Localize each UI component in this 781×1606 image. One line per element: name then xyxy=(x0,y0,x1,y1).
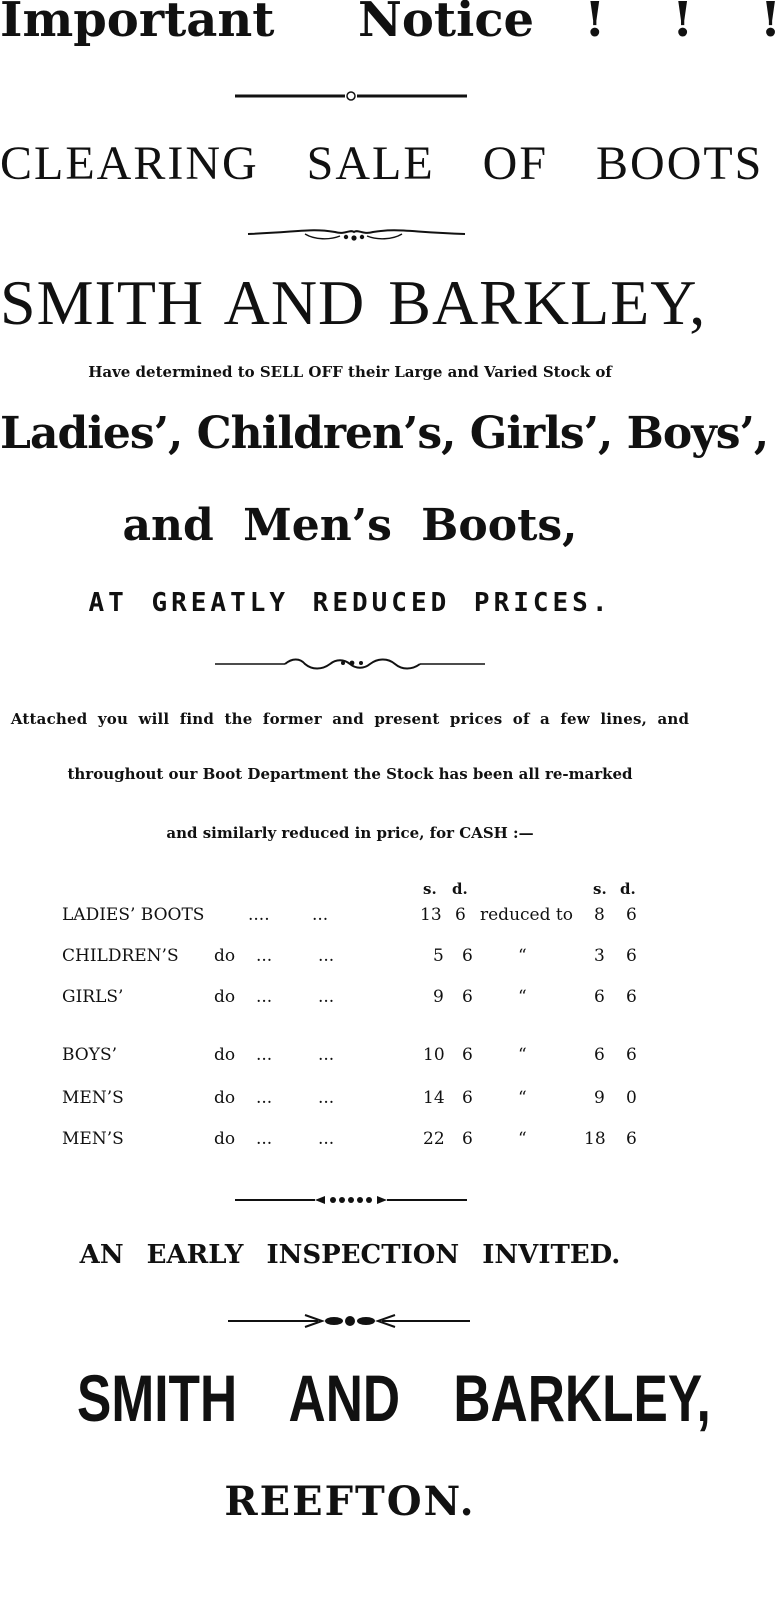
price-item: BOYS’ xyxy=(62,1045,118,1065)
new-price-pence-header: d. xyxy=(620,880,636,898)
leader-dots: ... xyxy=(256,987,273,1007)
new-price-shillings: 6 xyxy=(594,987,605,1007)
new-price-shillings: 3 xyxy=(594,946,605,966)
boots-categories-line-2: and Men’s Boots, xyxy=(122,500,578,551)
reduced-to-label: reduced to xyxy=(480,905,573,925)
ditto-label: do xyxy=(214,946,236,966)
leader-dots: ... xyxy=(312,905,329,925)
intro-line: Have determined to SELL OFF their Large and Varied Stock of xyxy=(88,363,612,381)
leader-dots: ... xyxy=(318,1088,335,1108)
old-price-shillings-header: s. xyxy=(423,880,437,898)
headline-exclamations: ! ! ! xyxy=(584,0,781,48)
ditto-label: do xyxy=(214,1045,236,1065)
new-price-pence: 6 xyxy=(626,946,637,966)
new-price-pence: 6 xyxy=(626,905,637,925)
leader-dots: ... xyxy=(318,1045,335,1065)
old-price-pence: 6 xyxy=(462,987,473,1007)
new-price-shillings: 6 xyxy=(594,1045,605,1065)
leader-dots: .... xyxy=(248,905,270,925)
leader-dots: ... xyxy=(318,987,335,1007)
ditto-label: do xyxy=(214,1088,236,1108)
ditto-mark: “ xyxy=(518,1129,527,1149)
price-item: GIRLS’ xyxy=(62,987,124,1007)
leader-dots: ... xyxy=(256,1088,273,1108)
ditto-mark: “ xyxy=(518,1045,527,1065)
price-item: MEN’S xyxy=(62,1088,124,1108)
headline-word-important: Important xyxy=(0,0,275,48)
ditto-mark: “ xyxy=(518,1088,527,1108)
new-price-pence: 0 xyxy=(626,1088,637,1108)
new-price-shillings: 8 xyxy=(594,905,605,925)
new-price-shillings: 9 xyxy=(594,1088,605,1108)
old-price-pence: 6 xyxy=(462,1045,473,1065)
leader-dots: ... xyxy=(256,1129,273,1149)
old-price-shillings: 14 xyxy=(423,1088,445,1108)
new-price-pence: 6 xyxy=(626,1129,637,1149)
paragraph-line-3: and similarly reduced in price, for CASH :— xyxy=(166,824,534,842)
paragraph-line-1: Attached you will find the former and present prices of a few lines, and xyxy=(10,710,690,728)
ditto-mark: “ xyxy=(518,987,527,1007)
ornament-divider-1 xyxy=(0,222,700,246)
divider-rule-1 xyxy=(0,84,700,108)
ditto-mark: “ xyxy=(518,946,527,966)
price-item: MEN’S xyxy=(62,1129,124,1149)
old-price-shillings: 13 xyxy=(420,905,442,925)
paragraph-line-2: throughout our Boot Department the Stock has been all re-marked xyxy=(67,765,633,783)
old-price-pence: 6 xyxy=(455,905,466,925)
new-price-pence: 6 xyxy=(626,987,637,1007)
old-price-pence: 6 xyxy=(462,946,473,966)
headline xyxy=(0,0,781,48)
old-price-pence: 6 xyxy=(462,1129,473,1149)
clearing-sale-title: CLEARING SALE OF BOOTS xyxy=(0,137,764,190)
signature-firm-name: SMITH AND BARKLEY, xyxy=(77,1361,711,1435)
reduced-prices-subhead: AT GREATLY REDUCED PRICES. xyxy=(88,588,612,618)
new-price-shillings: 18 xyxy=(584,1129,606,1149)
old-price-pence-header: d. xyxy=(452,880,468,898)
new-price-shillings-header: s. xyxy=(593,880,607,898)
old-price-shillings: 10 xyxy=(423,1045,445,1065)
old-price-shillings: 5 xyxy=(433,946,444,966)
town-name: REEFTON. xyxy=(224,1478,476,1525)
ditto-label: do xyxy=(214,987,236,1007)
leader-dots: ... xyxy=(318,946,335,966)
price-item: CHILDREN’S xyxy=(62,946,179,966)
headline-word-notice: Notice xyxy=(358,0,535,48)
ditto-label: do xyxy=(214,1129,236,1149)
leader-dots: ... xyxy=(256,1045,273,1065)
old-price-pence: 6 xyxy=(462,1088,473,1108)
price-item: LADIES’ BOOTS xyxy=(62,905,205,925)
ornament-divider-2 xyxy=(0,652,700,676)
early-inspection-invited: AN EARLY INSPECTION INVITED. xyxy=(79,1240,621,1270)
leader-dots: ... xyxy=(318,1129,335,1149)
old-price-shillings: 22 xyxy=(423,1129,445,1149)
old-price-shillings: 9 xyxy=(433,987,444,1007)
firm-name: SMITH AND BARKLEY, xyxy=(0,267,707,338)
ornament-divider-4 xyxy=(0,1309,700,1333)
new-price-pence: 6 xyxy=(626,1045,637,1065)
ornament-divider-3 xyxy=(0,1188,700,1212)
leader-dots: ... xyxy=(256,946,273,966)
boots-categories-line-1: Ladies’, Children’s, Girls’, Boys’, xyxy=(0,408,769,459)
